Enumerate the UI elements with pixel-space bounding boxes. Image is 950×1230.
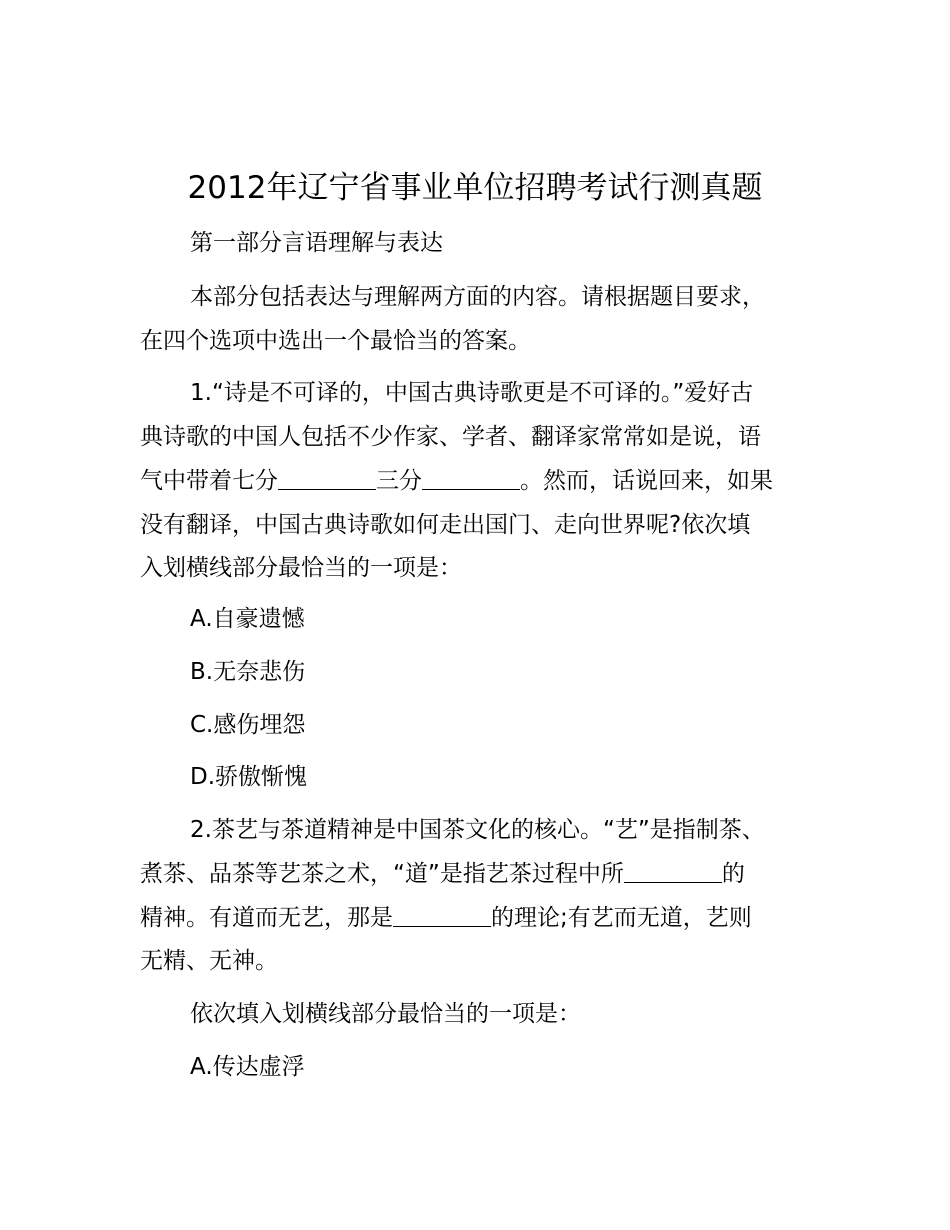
question-1-option-c: C.感伤埋怨 — [190, 712, 306, 738]
document-title: 2012年辽宁省事业单位招聘考试行测真题 — [187, 170, 763, 206]
question-2-line-1: 2.茶艺与茶道精神是中国茶文化的核心。“艺”是指制茶、 — [190, 817, 765, 843]
question-1-option-d: D.骄傲惭愧 — [190, 764, 308, 790]
question-2-line-3 — [140, 903, 752, 933]
answer-blank — [422, 467, 520, 490]
intro-line-2: 在四个选项中选出一个最恰当的答案。 — [140, 328, 531, 354]
text-segment: 。然而，话说回来，如果 — [520, 468, 773, 494]
question-1-line-4: 没有翻译，中国古典诗歌如何走出国门、走向世界呢?依次填 — [140, 512, 751, 538]
question-1-line-1: 1.“诗是不可译的，中国古典诗歌更是不可译的。”爱好古 — [190, 380, 754, 406]
question-1-line-3 — [140, 466, 773, 496]
text-segment: 精神。有道而无艺，那是 — [140, 905, 393, 931]
intro-line-1: 本部分包括表达与理解两方面的内容。请根据题目要求， — [190, 284, 765, 310]
question-1-line-2: 典诗歌的中国人包括不少作家、学者、翻译家常常如是说，语 — [140, 424, 761, 450]
question-2-line-4: 无精、无神。 — [140, 948, 278, 974]
section-heading: 第一部分言语理解与表达 — [190, 230, 443, 256]
text-segment: 煮茶、品茶等艺茶之术，“道”是指艺茶过程中所 — [140, 861, 624, 887]
text-segment: 三分 — [376, 468, 422, 494]
text-segment: 气中带着七分 — [140, 468, 278, 494]
question-2-option-a: A.传达虚浮 — [190, 1054, 305, 1080]
text-segment: 的理论;有艺而无道，艺则 — [491, 905, 752, 931]
question-2-line-2 — [140, 859, 745, 889]
answer-blank — [624, 860, 722, 883]
answer-blank — [393, 904, 491, 927]
answer-blank — [278, 467, 376, 490]
question-2-prompt: 依次填入划横线部分最恰当的一项是： — [190, 1001, 581, 1027]
question-1-option-b: B.无奈悲伤 — [190, 659, 306, 685]
question-1-option-a: A.自豪遗憾 — [190, 606, 305, 632]
question-1-line-5: 入划横线部分最恰当的一项是： — [140, 555, 462, 581]
text-segment: 的 — [721, 861, 745, 887]
